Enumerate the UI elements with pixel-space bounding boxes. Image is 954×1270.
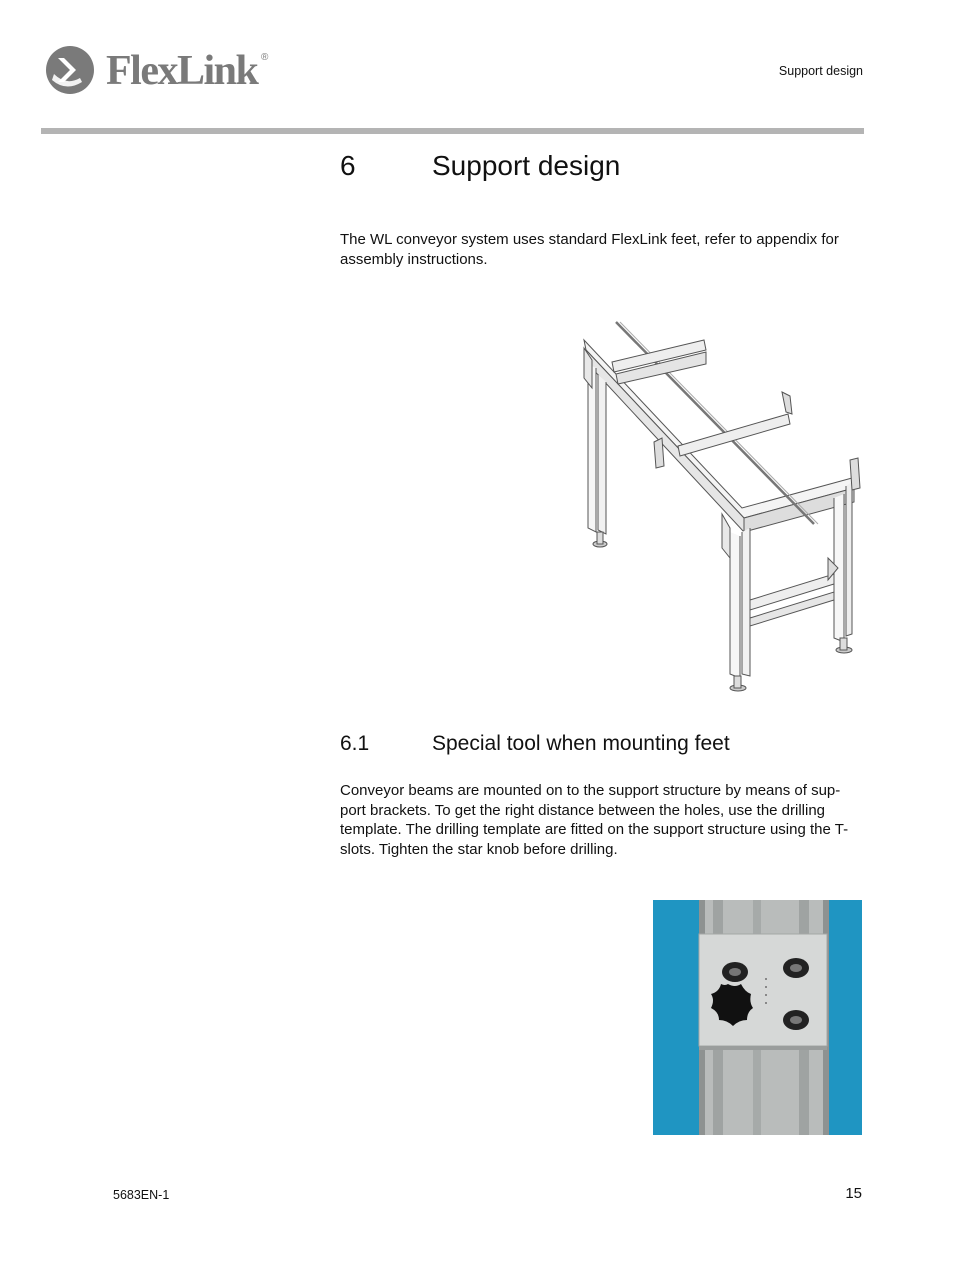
section-number: 6.1 (340, 732, 370, 755)
section-title: Special tool when mounting feet (432, 732, 730, 755)
document-number: 5683EN-1 (113, 1188, 170, 1202)
drilling-template-photo (653, 900, 862, 1135)
running-header: Support design (778, 64, 863, 78)
header-rule (41, 128, 864, 134)
chapter-number: 6 (340, 150, 356, 181)
conveyor-support-illustration (582, 318, 864, 698)
logo-registered-mark: ® (261, 52, 269, 63)
intro-paragraph: The WL conveyor system uses standard FlexLink feet, refer to appendix for assembly instructions. (340, 231, 839, 268)
section-paragraph: Conveyor beams are mounted on to the support structure by means of sup-port brackets. To get the right distance between the holes, use the drilling template. The drilling template are fitted on the support structure using the T-slots. Tighten the star knob before drilling. (340, 782, 849, 858)
page-number: 15 (845, 1185, 862, 1202)
chapter-title: Support design (432, 150, 621, 181)
template-hole-icon (722, 962, 748, 982)
template-hole-icon (783, 958, 809, 978)
logo-wordmark: FlexLink (106, 48, 258, 94)
template-hole-icon (783, 1010, 809, 1030)
